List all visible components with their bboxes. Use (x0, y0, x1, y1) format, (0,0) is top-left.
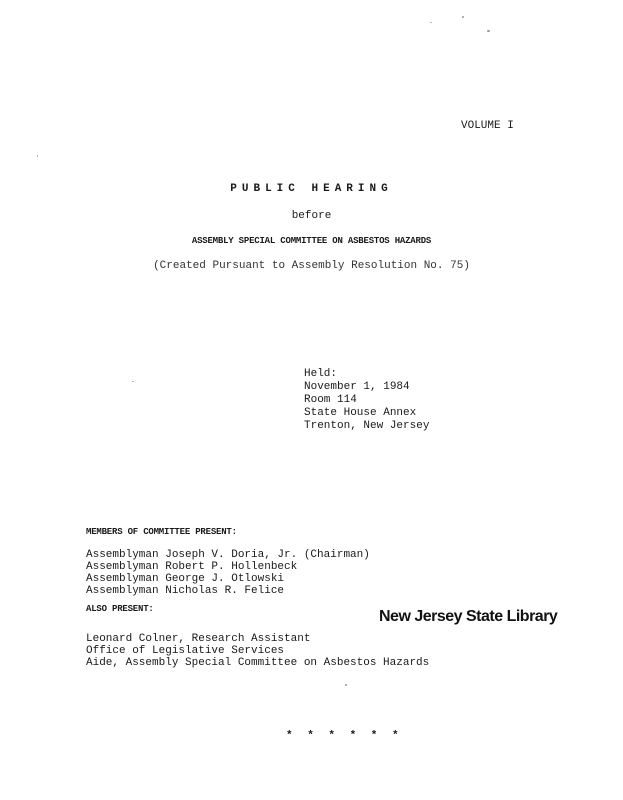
hearing-date: November 1, 1984 (304, 381, 410, 393)
document-title: PUBLIC HEARING (230, 183, 393, 195)
held-label: Held: (304, 368, 338, 380)
volume-label: VOLUME I (461, 120, 514, 132)
member-item: Assemblyman Joseph V. Doria, Jr. (Chairman) (86, 549, 370, 561)
member-item: Assemblyman George J. Otlowski (86, 573, 285, 585)
hearing-room: Room 114 (304, 394, 357, 406)
members-present-label: MEMBERS OF COMMITTEE PRESENT: (86, 527, 237, 537)
hearing-city: Trenton, New Jersey (304, 420, 430, 432)
member-item: Assemblyman Nicholas R. Felice (86, 585, 285, 597)
created-pursuant-text: (Created Pursuant to Assembly Resolution No. 75) (153, 260, 470, 272)
library-stamp: New Jersey State Library (379, 608, 558, 625)
hearing-details (304, 368, 429, 433)
aide-item: Aide, Assembly Special Committee on Asbestos Hazards (86, 657, 430, 669)
scan-speck (487, 30, 490, 32)
also-present-list (86, 633, 429, 669)
members-list (86, 549, 370, 597)
aide-item: Leonard Colner, Research Assistant (86, 633, 311, 645)
hearing-building: State House Annex (304, 407, 417, 419)
scan-speck (132, 381, 134, 382)
scan-speck (430, 22, 432, 23)
scan-speck (37, 155, 38, 157)
committee-name: ASSEMBLY SPECIAL COMMITTEE ON ASBESTOS HAZARDS (191, 236, 432, 246)
also-present-label: ALSO PRESENT: (86, 604, 154, 614)
member-item: Assemblyman Robert P. Hollenbeck (86, 561, 298, 573)
scan-speck (462, 16, 464, 18)
end-stars-divider: * * * * * * (286, 730, 403, 742)
before-text: before (291, 210, 332, 222)
scan-speck (345, 684, 347, 686)
aide-item: Office of Legislative Services (86, 645, 285, 657)
